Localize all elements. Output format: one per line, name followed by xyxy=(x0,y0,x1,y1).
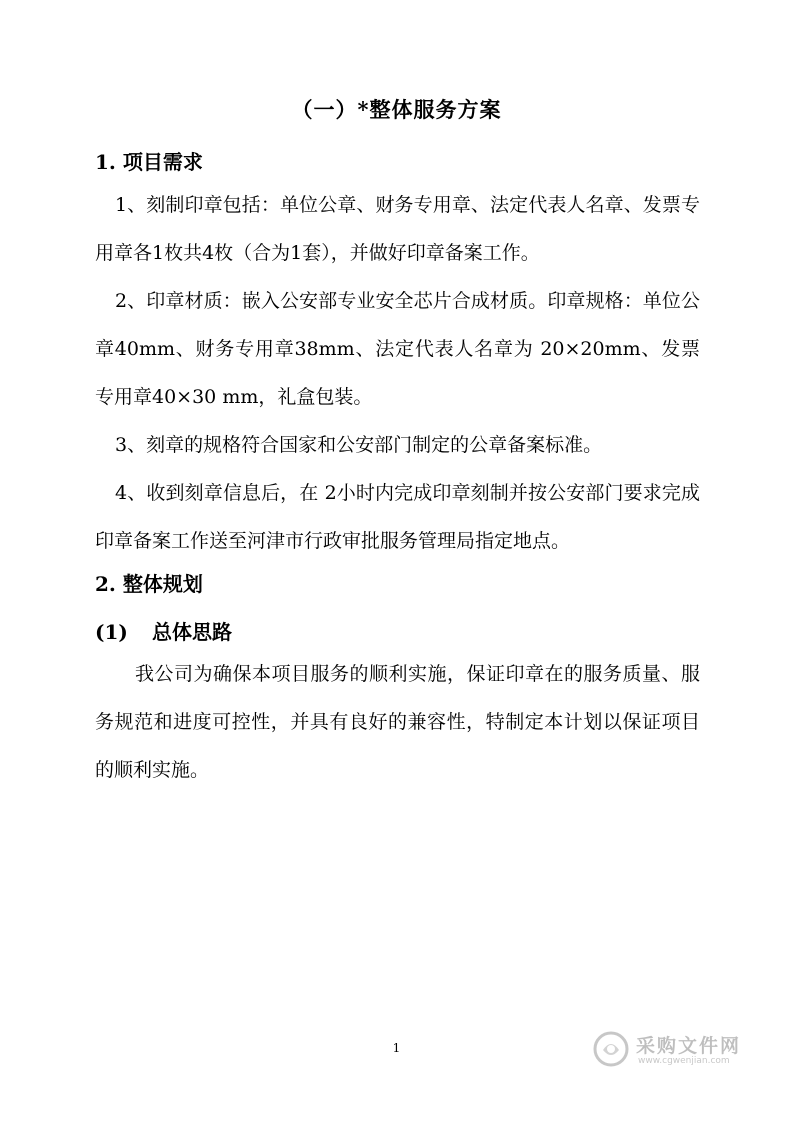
subsection-heading xyxy=(95,616,232,645)
page-number: 1 xyxy=(392,1041,401,1055)
section-2-heading: 2. 整体规划 xyxy=(95,572,203,596)
subsection-title: 总体思路 xyxy=(152,620,232,644)
requirement-item-4: 4、收到刻章信息后，在 2小时内完成印章刻制并按公安部门要求完成印章备案工作送至河津市行政审批服务管理局指定地点。 xyxy=(95,482,700,552)
section-1-heading: 1. 项目需求 xyxy=(95,150,203,174)
watermark xyxy=(592,1030,752,1072)
page-title: （一）*整体服务方案 xyxy=(291,97,502,122)
watermark-url: www.cgwenjian.com xyxy=(638,1056,730,1066)
subsection-number: (1) xyxy=(95,620,128,644)
overall-approach-paragraph: 我公司为确保本项目服务的顺利实施，保证印章在的服务质量、服务规范和进度可控性，并具有良好的兼容性，特制定本计划以保证项目的顺利实施。 xyxy=(95,663,700,781)
requirement-item-3: 3、刻章的规格符合国家和公安部门制定的公章备案标准。 xyxy=(115,434,603,456)
watermark-text: 采购文件网 xyxy=(636,1035,742,1057)
requirement-item-1: 1、刻制印章包括：单位公章、财务专用章、法定代表人名章、发票专用章各1枚共4枚（合为1套），并做好印章备案工作。 xyxy=(95,194,700,264)
requirement-item-2: 2、印章材质：嵌入公安部专业安全芯片合成材质。印章规格：单位公章40mm、财务专用章38mm、法定代表人名章为 20×20mm、发票专用章40×30 mm，礼盒包装。 xyxy=(95,290,700,408)
watermark-logo-icon xyxy=(592,1030,630,1068)
